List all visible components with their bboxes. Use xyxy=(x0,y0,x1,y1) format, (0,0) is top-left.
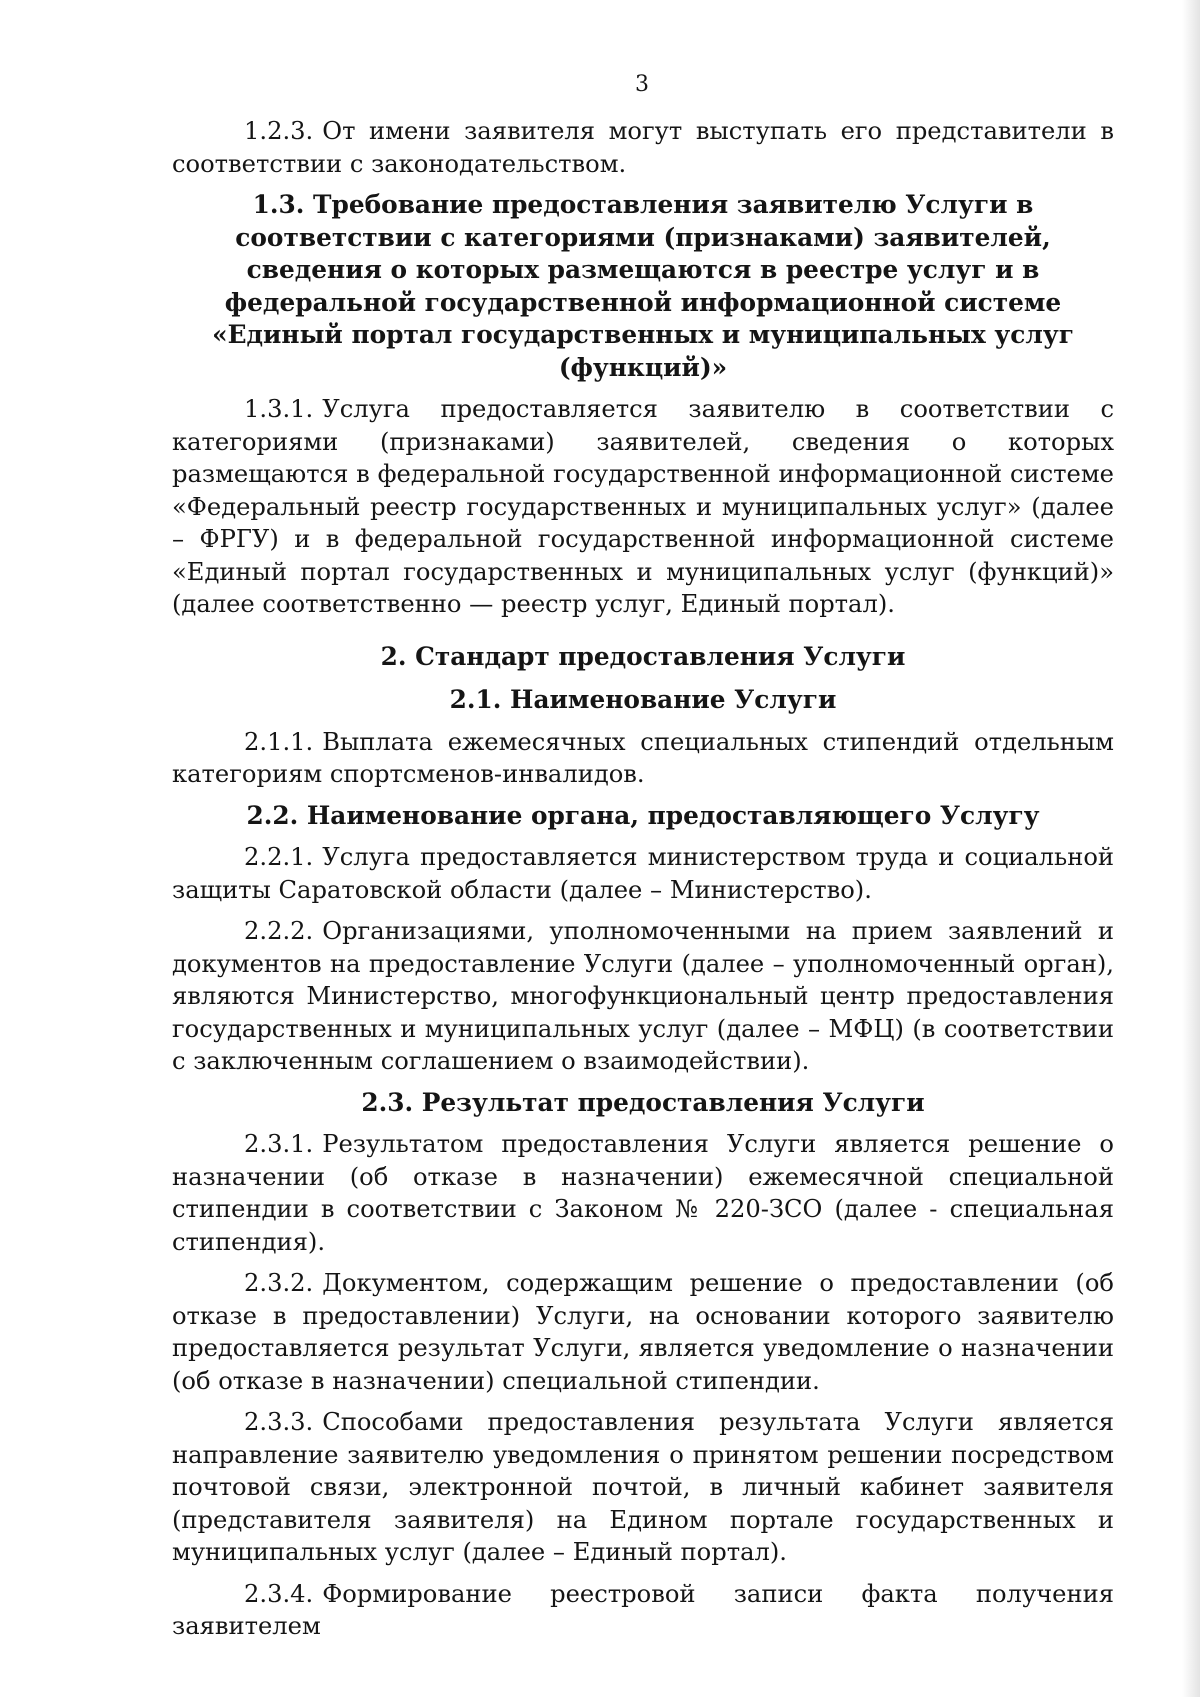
heading-2-2: 2.2. Наименование органа, предоставляющего Услугу xyxy=(246,800,1040,830)
heading-2-3: 2.3. Результат предоставления Услуги xyxy=(361,1087,925,1117)
paragraph-number: 2.3.1. xyxy=(244,1130,314,1158)
paragraph-2-3-3 xyxy=(172,1406,1114,1569)
paragraph-2-3-4 xyxy=(172,1578,1114,1643)
paragraph-number: 1.3.1. xyxy=(244,395,314,423)
paragraph-text: От имени заявителя могут выступать его представители в соответствии с законодательством. xyxy=(172,117,1114,178)
paragraph-2-1-1 xyxy=(172,726,1114,791)
paragraph-text: Формирование реестровой записи факта получения заявителем xyxy=(172,1579,1114,1640)
paragraph-number: 2.2.1. xyxy=(244,843,314,871)
paragraph-2-2-2 xyxy=(172,915,1114,1078)
paragraph-number: 2.2.2. xyxy=(244,917,314,945)
paragraph-number: 2.3.3. xyxy=(244,1408,314,1436)
paragraph-text: Документом, содержащим решение о предоставлении (об отказе в предоставлении) Услуги, на основании которого заявителю предоставляется результат Услуги, является уведомление о назначении (об отказе в назначении) специальной стипендии. xyxy=(172,1269,1114,1395)
paragraph-2-3-2 xyxy=(172,1267,1114,1397)
paragraph-text: Организациями, уполномоченными на прием заявлений и документов на предоставление Услуги (далее – уполномоченный орган), являются Министерство, многофункциональный центр предоставления государственных и муниципальных услуг (далее – МФЦ) (в соответствии с заключенным соглашением о взаимодействии). xyxy=(172,917,1114,1075)
paragraph-2-2-1 xyxy=(172,841,1114,906)
paragraph-number: 1.2.3. xyxy=(244,117,314,145)
document-body xyxy=(172,115,1114,1652)
paragraph-1-3-1 xyxy=(172,393,1114,621)
paragraph-2-3-1 xyxy=(172,1128,1114,1258)
paragraph-text: Услуга предоставляется заявителю в соответствии с категориями (признаками) заявителей, сведения о которых размещаются в федеральной государственной информационной системе «Федеральный реестр государственных и муниципальных услуг» (далее – ФРГУ) и в федеральной государственной информационной системе «Единый портал государственных и муниципальных услуг (функций)» (далее соответственно — реестр услуг, Единый портал). xyxy=(172,395,1114,618)
paragraph-text: Услуга предоставляется министерством труда и социальной защиты Саратовской области (далее – Министерство). xyxy=(172,843,1114,904)
paragraph-number: 2.1.1. xyxy=(244,727,314,756)
paragraph-text: Результатом предоставления Услуги является решение о назначении (об отказе в назначении) ежемесячной специальной стипендии в соответствии с Законом № 220-ЗСО (далее - специальная стипендия). xyxy=(172,1130,1114,1256)
page-number: 3 xyxy=(635,72,649,97)
paragraph-1-2-3 xyxy=(172,115,1114,180)
page-edge-shadow xyxy=(1182,0,1200,1697)
heading-1-3: 1.3. Требование предоставления заявителю Услуги в соответствии с категориями (признаками) заявителей, сведения о которых размещаются в реестре услуг и в федеральной государственной информационной системе «Единый портал государственных и муниципальных услуг (функций)» xyxy=(212,190,1074,382)
paragraph-text: Выплата ежемесячных специальных стипендий отдельным категориям спортсменов-инвалидов. xyxy=(172,727,1114,788)
heading-section-2: 2. Стандарт предоставления Услуги xyxy=(380,641,906,671)
paragraph-number: 2.3.4. xyxy=(244,1579,314,1608)
paragraph-number: 2.3.2. xyxy=(244,1269,314,1297)
heading-2-1: 2.1. Наименование Услуги xyxy=(449,685,837,714)
paragraph-text: Способами предоставления результата Услуги является направление заявителю уведомления о принятом решении посредством почтовой связи, электронной почтой, в личный кабинет заявителя (представителя заявителя) на Едином портале государственных и муниципальных услуг (далее – Единый портал). xyxy=(172,1408,1114,1566)
